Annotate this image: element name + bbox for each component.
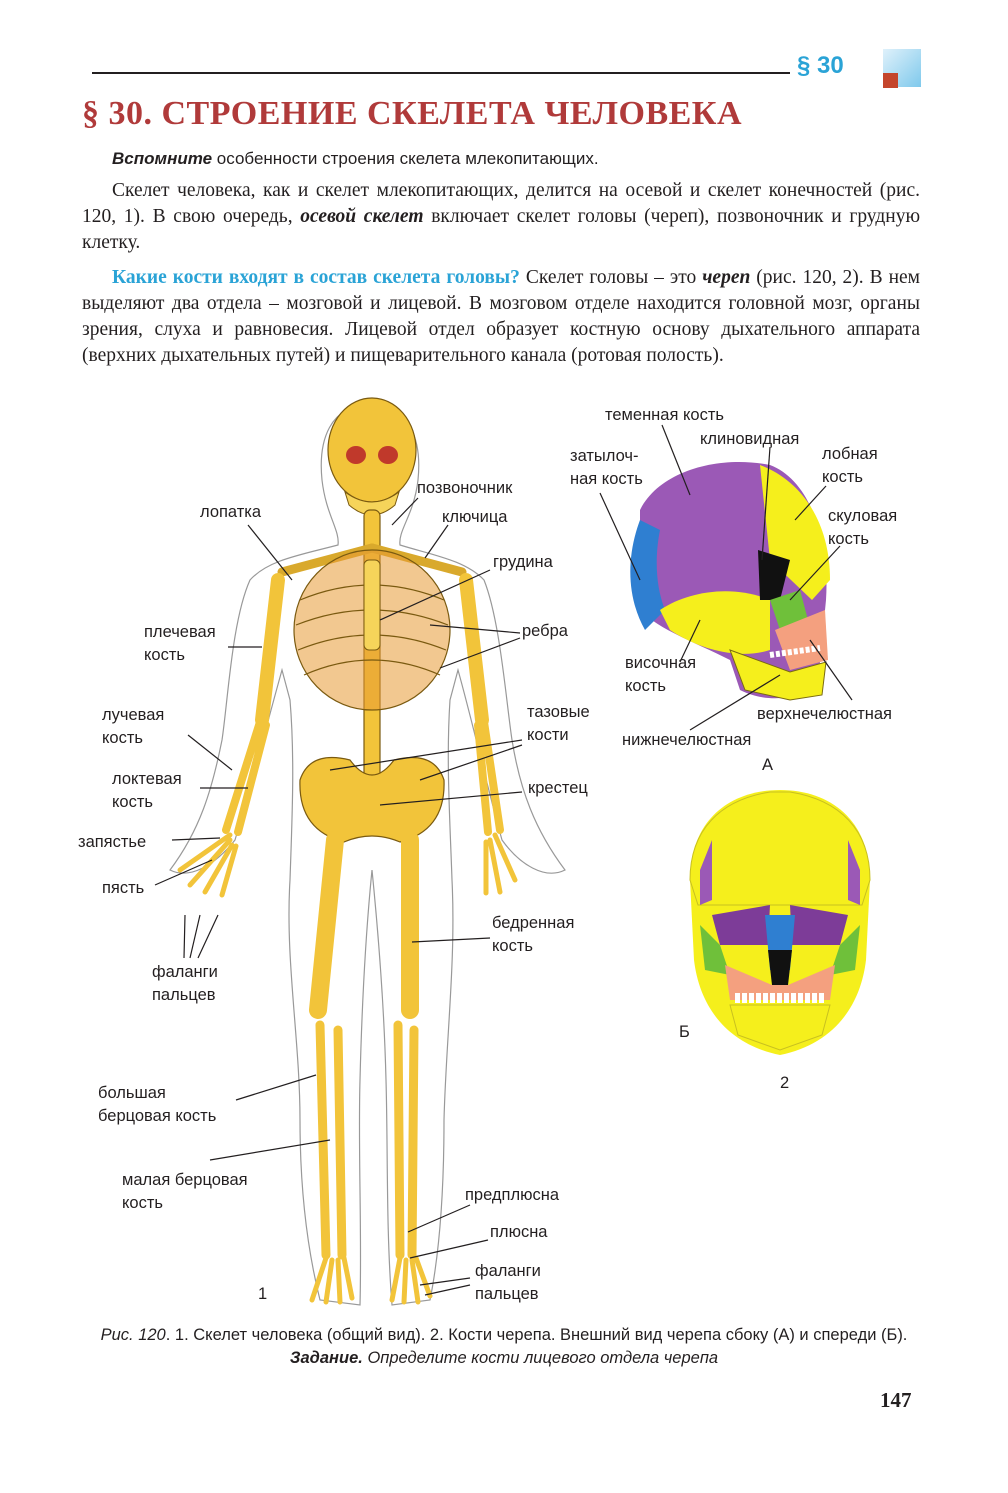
p2-term: череп	[702, 267, 751, 288]
recall-paragraph	[82, 146, 920, 172]
label-figure-1: 1	[258, 1285, 268, 1303]
label-zatylochnaya-2: ная кость	[570, 470, 643, 488]
header-rule	[92, 72, 790, 74]
caption-ref: Рис. 120	[100, 1326, 166, 1344]
front-mandible	[730, 1005, 830, 1050]
label-temennaya: теменная кость	[605, 406, 724, 424]
section-number: § 30	[797, 52, 844, 79]
humerus-right	[466, 580, 482, 720]
label-figure-2: 2	[780, 1074, 790, 1092]
recall-label: Вспомните	[112, 149, 213, 168]
label-tazovye-1: тазовые	[527, 703, 590, 721]
paragraph-skeleton	[82, 178, 920, 256]
caption-text: . 1. Скелет человека (общий вид). 2. Кости черепа. Внешний вид черепа сбоку (А) и спереди (Б).	[165, 1326, 908, 1344]
p1-text-a: Скелет человека, как и скелет млекопитающих, делится на осевой и скелет конечностей (рис. 120, 1). В свою очередь,	[82, 180, 920, 227]
label-grudina: грудина	[493, 553, 553, 571]
label-luchevaya-2: кость	[102, 729, 143, 747]
eye-socket-right	[378, 446, 398, 464]
label-tazovye-2: кости	[527, 726, 569, 744]
label-bedrennaya-1: бедренная	[492, 914, 575, 932]
forearm-left	[226, 722, 266, 832]
skeleton-illustration	[170, 398, 565, 1305]
figure-caption	[80, 1324, 928, 1370]
page-number: 147	[880, 1388, 912, 1412]
p2-text-b: (рис. 120, 2). В нем выделяют два отдела – мозговой и лицевой. В мозговом отделе находится головной мозг, органы зрения, слуха и равновесия. Лицевой отдел образует костную основу дыхательного аппарата (верхних дыхательных путей) и пищеварительного канала (ротовая полость).	[82, 267, 920, 366]
label-malaya-2: кость	[122, 1194, 163, 1212]
label-visochnaya-1: височная	[625, 654, 697, 672]
front-nasal-cavity	[768, 950, 792, 985]
p2-question: Какие кости входят в состав скелета головы?	[112, 267, 520, 288]
label-lobnaya-2: кость	[822, 468, 863, 486]
label-falangi-foot-2: пальцев	[475, 1285, 539, 1303]
label-krestec: крестец	[528, 779, 588, 797]
label-bolshaya-2: берцовая кость	[98, 1107, 217, 1125]
label-falangi-foot-1: фаланги	[475, 1262, 541, 1280]
p1-text-b: включает скелет головы (череп), позвоночник и грудную клетку.	[82, 206, 921, 253]
label-skulovaya-1: скуловая	[828, 507, 898, 525]
skull-bone	[328, 398, 416, 502]
label-bedrennaya-2: кость	[492, 937, 533, 955]
paragraph-skull	[82, 265, 920, 369]
label-klinovidnaya: клиновидная	[700, 430, 800, 448]
label-klyuchica: ключица	[442, 508, 508, 526]
forearm-right	[478, 722, 500, 832]
label-verhnechelyustnaya: верхнечелюстная	[757, 705, 892, 723]
humerus-left	[262, 580, 278, 720]
label-plechevaya-2: кость	[144, 646, 185, 664]
caption-task-label: Задание.	[289, 1349, 363, 1367]
label-loktevaya-1: локтевая	[112, 770, 182, 788]
caption-task-text: Определите кости лицевого отдела черепа	[362, 1349, 719, 1367]
label-lobnaya-1: лобная	[822, 445, 878, 463]
foot-right	[392, 1258, 430, 1302]
label-pyast: пясть	[102, 879, 145, 897]
label-skulovaya-2: кость	[828, 530, 869, 548]
label-plechevaya-1: плечевая	[144, 623, 216, 641]
p2-text-a: Скелет головы – это	[519, 267, 703, 288]
eye-socket-left	[346, 446, 366, 464]
label-falangi-hand-1: фаланги	[152, 963, 218, 981]
label-nizhnechelyustnaya: нижнечелюстная	[622, 731, 752, 749]
page-title: § 30. СТРОЕНИЕ СКЕЛЕТА ЧЕЛОВЕКА	[82, 95, 743, 132]
figure-120	[0, 395, 1008, 1320]
label-predplyusna: предплюсна	[465, 1186, 560, 1204]
label-rebra: ребра	[522, 622, 568, 640]
label-view-a: А	[762, 756, 774, 774]
hand-left	[180, 835, 236, 895]
section-marker-accent	[883, 73, 898, 88]
foot-left	[312, 1258, 352, 1302]
label-loktevaya-2: кость	[112, 793, 153, 811]
label-lopatka: лопатка	[200, 503, 262, 521]
label-view-b: Б	[679, 1023, 690, 1041]
p1-term: осевой скелет	[300, 206, 424, 227]
hand-right	[486, 835, 515, 893]
label-luchevaya-1: лучевая	[102, 706, 165, 724]
shin-right	[398, 1025, 414, 1255]
label-malaya-1: малая берцовая	[122, 1171, 248, 1189]
label-visochnaya-2: кость	[625, 677, 666, 695]
label-falangi-hand-2: пальцев	[152, 986, 216, 1004]
femur-left	[318, 840, 335, 1010]
label-zatylochnaya-1: затылоч-	[570, 447, 639, 465]
label-plyusna: плюсна	[490, 1223, 548, 1241]
label-bolshaya-1: большая	[98, 1084, 166, 1102]
recall-text: особенности строения скелета млекопитающих.	[212, 149, 599, 168]
label-pozvonochnik: позвоночник	[417, 479, 513, 497]
sternum	[364, 560, 380, 650]
front-frontal-bone	[690, 792, 870, 905]
skull-front-view	[690, 790, 870, 1055]
label-zapyastye: запястье	[78, 833, 147, 851]
shin-left	[320, 1025, 342, 1255]
